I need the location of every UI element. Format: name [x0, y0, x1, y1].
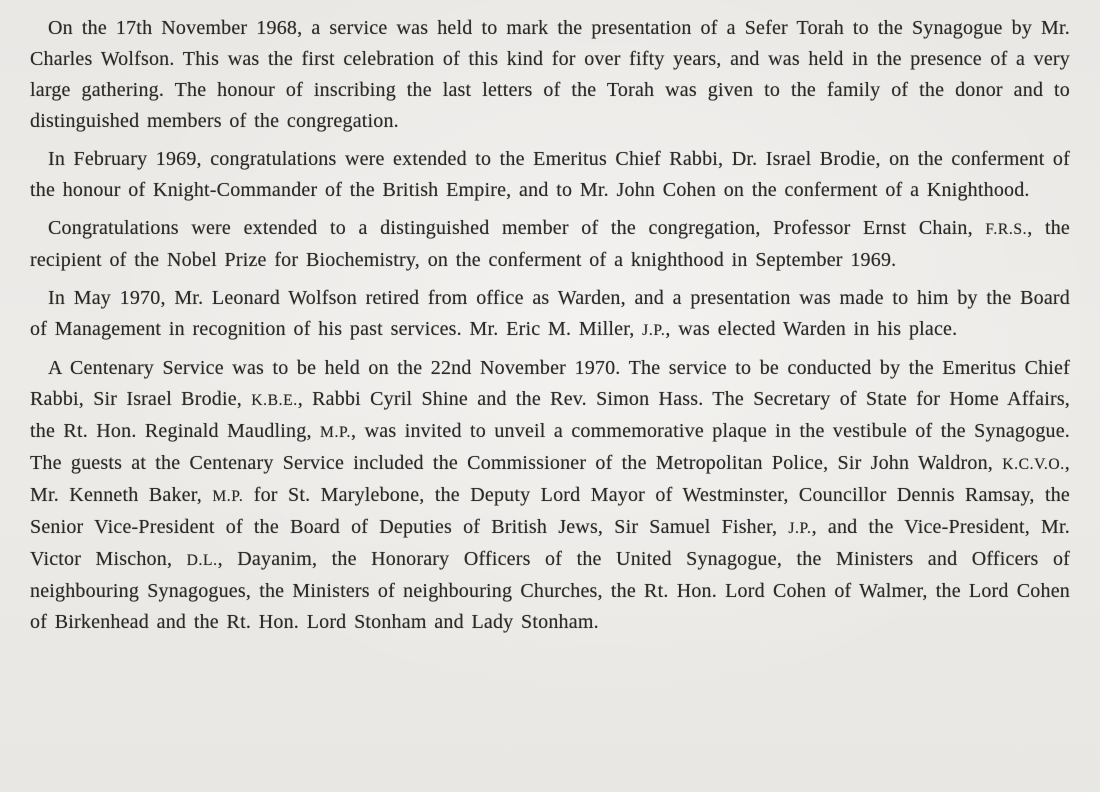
paragraph-centenary-service: A Centenary Service was to be held on the 22nd November 1970. The service to be conducted by the Emeritus Chief Rabbi, Sir Israel Brodie, K.B.E., Rabbi Cyril Shine and the Rev. Simon Hass. The Secretary of State for Home Affairs, the Rt. Hon. Reginald Maudling, M.P., was invited to unveil a commemorative plaque in the vestibule of the Synagogue. The guests at the Centenary Service included the Commissioner of the Metropolitan Police, Sir John Waldron, K.C.V.O., Mr. Kenneth Baker, M.P. for St. Marylebone, the Deputy Lord Mayor of Westminster, Councillor Dennis Ramsay, the Senior Vice-President of the Board of Deputies of British Jews, Sir Samuel Fisher, J.P., and the Vice-President, Mr. Victor Mischon, D.L., Dayanim, the Honorary Officers of the United Synagogue, the Ministers and Officers of neighbouring Synagogues, the Ministers of neighbouring Churches, the Rt. Hon. Lord Cohen of Walmer, the Lord Cohen of Birkenhead and the Rt. Hon. Lord Stonham and Lady Stonham.: [30, 357, 1071, 633]
paragraph-ernst-chain-nobel: Congratulations were extended to a distinguished member of the congregation, Professor Ernst Chain, F.R.S., the recipient of the Nobel Prize for Biochemistry, on the conferment of a knighthood in September 1969.: [30, 217, 1070, 271]
small-caps-abbreviation: M.P.: [212, 488, 244, 505]
small-caps-abbreviation: J.P.: [788, 520, 812, 537]
paragraph-sefer-torah-presentation: On the 17th November 1968, a service was held to mark the presentation of a Sefer Torah to the Synagogue by Mr. Charles Wolfson. This was the first celebration of this kind for over fifty years, and was held in the presence of a very large gathering. The honour of inscribing the last letters of the Torah was given to the family of the donor and to distinguished members of the congregation.: [30, 17, 1070, 132]
small-caps-abbreviation: D.L.: [186, 552, 218, 569]
small-caps-abbreviation: M.P.: [320, 424, 352, 441]
small-caps-abbreviation: J.P.: [642, 322, 666, 339]
paragraph-february-1969-congratulations: In February 1969, congratulations were extended to the Emeritus Chief Rabbi, Dr. Israel Brodie, on the conferment of the honour of Knight-Commander of the British Empire, and to Mr. John Cohen on the conferment of a Knighthood.: [30, 148, 1070, 201]
paragraph-wolfson-retirement: In May 1970, Mr. Leonard Wolfson retired from office as Warden, and a presentation was made to him by the Board of Management in recognition of his past services. Mr. Eric M. Miller, J.P., was elected Warden in his place.: [30, 287, 1070, 340]
small-caps-abbreviation: K.B.E.: [251, 392, 298, 409]
small-caps-abbreviation: K.C.V.O.: [1002, 456, 1065, 473]
small-caps-abbreviation: F.R.S.: [985, 221, 1028, 238]
